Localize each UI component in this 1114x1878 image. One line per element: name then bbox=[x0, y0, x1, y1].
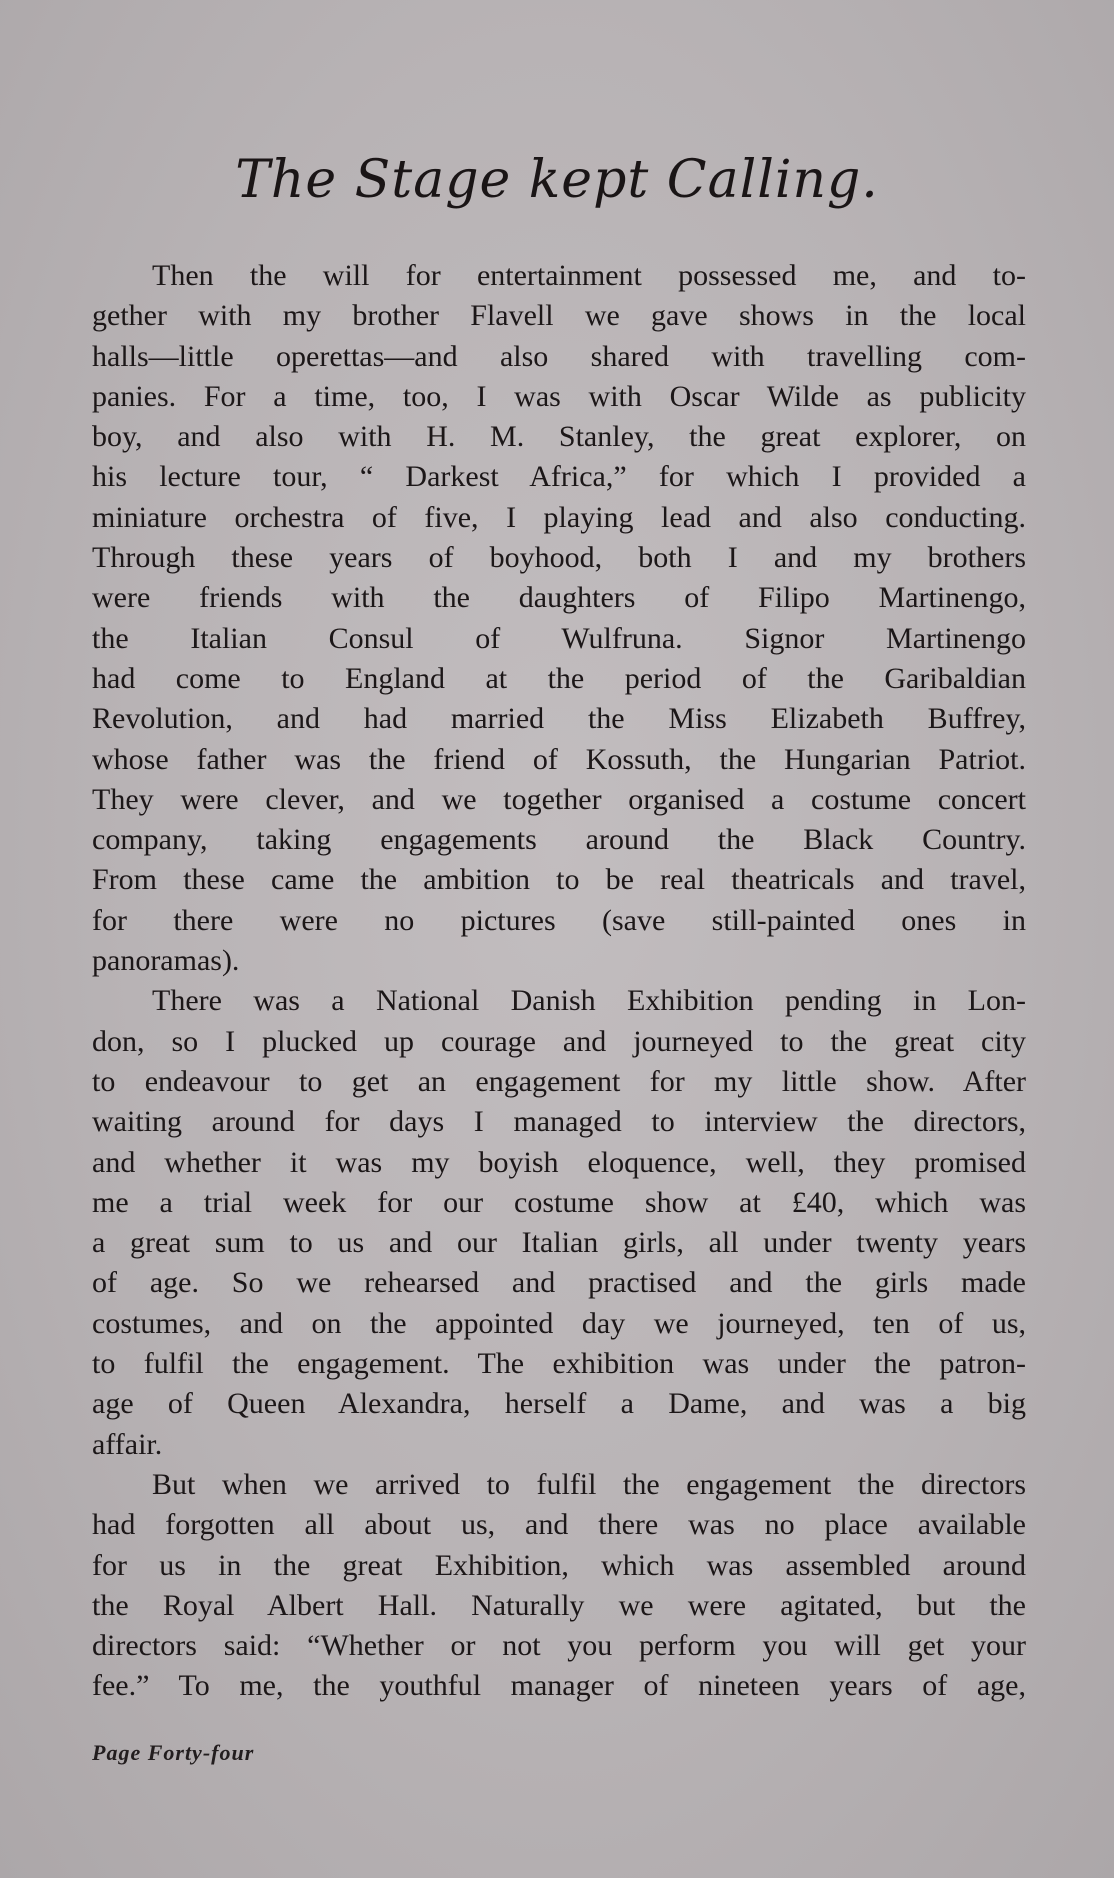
text-line: had forgotten all about us, and there was no place available bbox=[92, 1508, 1026, 1542]
text-line: There was a National Danish Exhibition pending in Lon- bbox=[152, 984, 1026, 1018]
text-line: waiting around for days I managed to interview the directors, bbox=[92, 1105, 1026, 1139]
text-line: panies. For a time, too, I was with Oscar Wilde as publicity bbox=[92, 379, 1026, 413]
text-line: of age. So we rehearsed and practised and the girls made bbox=[92, 1266, 1026, 1300]
text-line: don, so I plucked up courage and journeyed to the great city bbox=[92, 1024, 1026, 1058]
text-line: panoramas). bbox=[92, 944, 240, 978]
text-line: for there were no pictures (save still-painted ones in bbox=[92, 903, 1026, 937]
text-line: But when we arrived to fulfil the engagement the directors bbox=[152, 1467, 1026, 1501]
text-line: gether with my brother Flavell we gave shows in the local bbox=[92, 299, 1026, 333]
text-line: the Italian Consul of Wulfruna. Signor Martinengo bbox=[92, 621, 1026, 655]
text-line: Through these years of boyhood, both I and my brothers bbox=[92, 541, 1026, 575]
text-line: boy, and also with H. M. Stanley, the great explorer, on bbox=[92, 420, 1026, 454]
body-text bbox=[92, 256, 1026, 1707]
text-line: From these came the ambition to be real theatricals and travel, bbox=[92, 863, 1026, 897]
text-line: and whether it was my boyish eloquence, well, they promised bbox=[92, 1145, 1026, 1179]
text-line: the Royal Albert Hall. Naturally we were agitated, but the bbox=[92, 1588, 1026, 1622]
text-line: company, taking engagements around the Black Country. bbox=[92, 823, 1026, 857]
page-title: The Stage kept Calling. bbox=[235, 150, 879, 210]
text-line: halls—little operettas—and also shared with travelling com- bbox=[92, 339, 1026, 373]
text-line: whose father was the friend of Kossuth, the Hungarian Patriot. bbox=[92, 742, 1026, 776]
text-line: age of Queen Alexandra, herself a Dame, and was a big bbox=[92, 1387, 1026, 1421]
text-line: were friends with the daughters of Filipo Martinengo, bbox=[92, 581, 1026, 615]
text-line: directors said: “Whether or not you perform you will get your bbox=[92, 1629, 1026, 1663]
text-line: affair. bbox=[92, 1427, 163, 1461]
text-line: They were clever, and we together organised a costume concert bbox=[92, 782, 1026, 816]
page-number: Page Forty-four bbox=[92, 1740, 255, 1765]
text-line: to fulfil the engagement. The exhibition was under the patron- bbox=[92, 1347, 1026, 1381]
text-line: a great sum to us and our Italian girls, all under twenty years bbox=[92, 1226, 1026, 1260]
text-line: fee.” To me, the youthful manager of nineteen years of age, bbox=[92, 1669, 1026, 1703]
text-line: miniature orchestra of five, I playing lead and also conducting. bbox=[92, 500, 1026, 534]
text-line: costumes, and on the appointed day we journeyed, ten of us, bbox=[92, 1306, 1026, 1340]
text-line: his lecture tour, “ Darkest Africa,” for which I provided a bbox=[92, 460, 1026, 494]
text-line: Revolution, and had married the Miss Elizabeth Buffrey, bbox=[92, 702, 1026, 736]
text-line: for us in the great Exhibition, which was assembled around bbox=[92, 1548, 1026, 1582]
text-line: me a trial week for our costume show at £40, which was bbox=[92, 1185, 1026, 1219]
text-line: to endeavour to get an engagement for my little show. After bbox=[92, 1064, 1026, 1098]
text-line: Then the will for entertainment possessed me, and to- bbox=[152, 259, 1026, 292]
text-line: had come to England at the period of the Garibaldian bbox=[92, 661, 1026, 695]
